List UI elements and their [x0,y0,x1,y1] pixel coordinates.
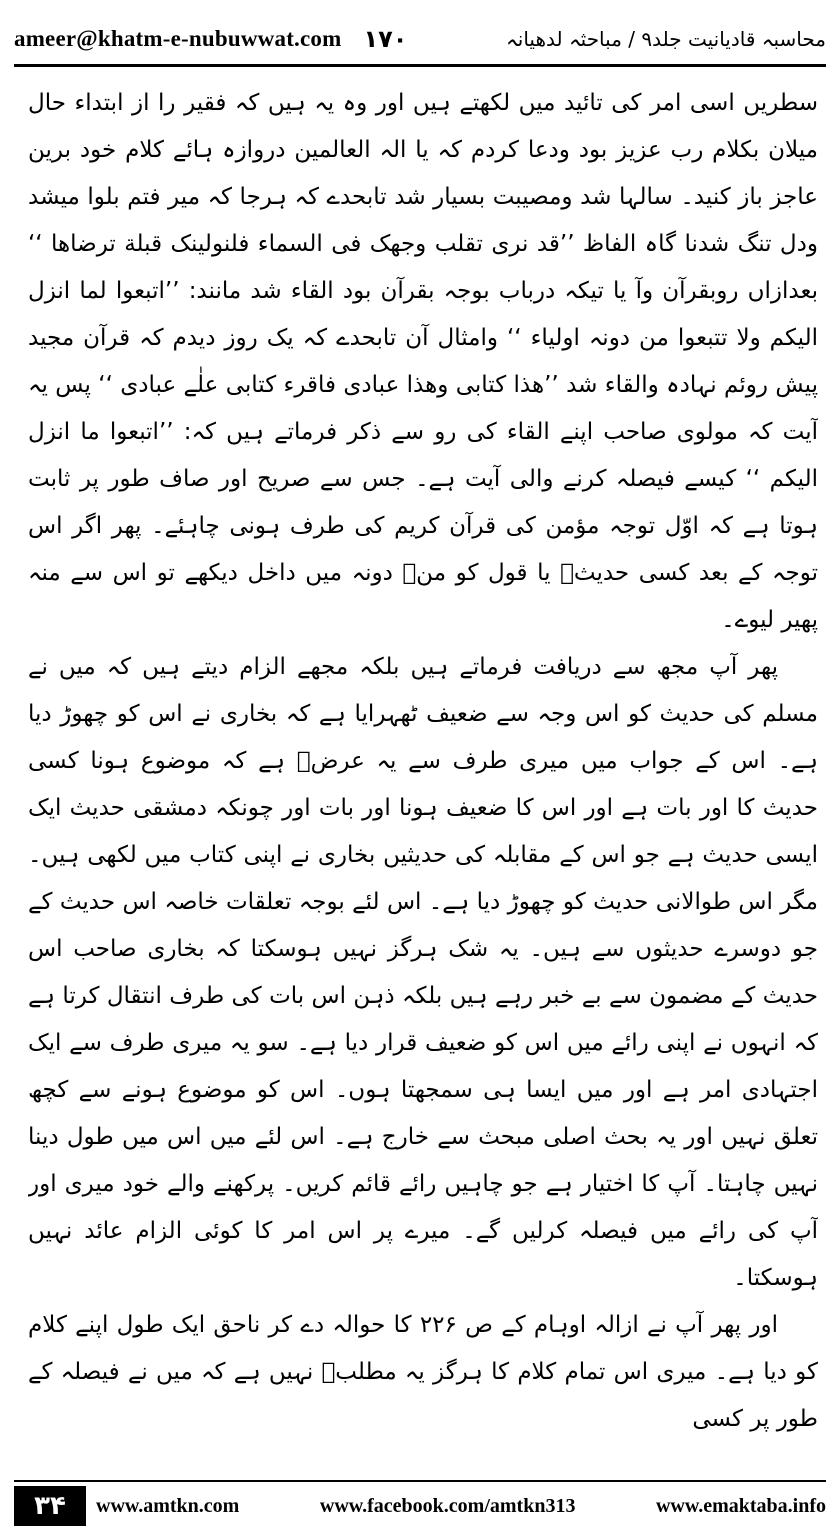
footer-link-facebook[interactable]: www.facebook.com/amtkn313 [319,1494,576,1517]
footer-page-number: ۳۴ [14,1486,86,1526]
footer-link-emaktaba[interactable]: www.emaktaba.info [655,1494,826,1517]
footer-links [96,1495,826,1518]
footer-link-website[interactable]: www.amtkn.com [96,1494,240,1517]
header-email: ameer@khatm-e-nubuwwat.com [14,26,342,51]
header-page-number: ۱۷۰ [363,25,408,53]
body-paragraph-3: اور پھر آپ نے ازالہ اوہام کے ص ۲۲۶ کا حوالہ دے کر ناحق ایک طول اپنے کلام کو دیا ہے۔ میری اس تمام کلام کا ہرگز یہ مطلبؒ نہیں ہے کہ میں نے فیصلہ کے طور پر کسی [28,1312,818,1432]
body-paragraph-1: سطریں اسی امر کی تائید میں لکھتے ہیں اور وہ یہ ہیں کہ فقیر را از ابتداء حال میلان بکلام رب عزیز بود ودعا کردم کہ یا الہ العالمین دروازہ ہائے کلام خود برین عاجز باز کنید۔ سالہا شد ومصیبت بسیار شد تابحدے کہ ہرجا کہ میر فتم بلوا میشد ودل تنگ شدنا گاہ الفاظ ’’قد نری تقلب وجھک فی السماء فلنولینک قبلة ترضاھا ‘‘ بعدازاں روبقرآن وآ یا تیکہ درباب بوجہ بقرآن بود القاء شد مانند: ’’اتبعوا لما انزل الیکم ولا تتبعوا من دونہ اولیاء ‘‘ وامثال آن تابحدے کہ یک روز دیدم کہ قرآن مجید پیش روئم نہادہ والقاء شد ’’ھذا کتابی وھذا عبادی فاقرء کتابی علٰے عبادی ‘‘ پس یہ آیت کہ مولوی صاحب اپنے القاء کی رو سے ذکر فرماتے ہیں کہ: ’’اتبعوا ما انزل الیکم ‘‘ کیسے فیصلہ کرنے والی آیت ہے۔ جس سے صریح اور صاف طور پر ثابت ہوتا ہے کہ اوّل توجہ مؤمن کی قرآن کریم کی طرف ہونی چاہئے۔ پھر اگر اس توجہ کے بعد کسی حدیثؒ یا قول کو منؒ دونہ میں داخل دیکھے تو اس سے منہ پھیر لیوے۔ [28,90,818,633]
page-footer [14,1480,826,1530]
body-paragraph-2: پھر آپ مجھ سے دریافت فرماتے ہیں بلکہ مجھے الزام دیتے ہیں کہ میں نے مسلم کی حدیث کو اس وجہ سے ضعیف ٹھہرایا ہے کہ بخاری نے اس کو چھوڑ دیا ہے۔ اس کے جواب میں میری طرف سے یہ عرضؒ ہے کہ موضوع ہونا کسی حدیث کا اور بات ہے اور اس کا ضعیف ہونا اور بات اور چونکہ دمشقی حدیث ایک ایسی حدیث ہے جو اس کے مقابلہ کی حدیثیں بخاری نے اپنی کتاب میں لکھی ہیں۔ مگر اس طوالانی حدیث کو چھوڑ دیا ہے۔ اس لئے بوجہ تعلقات خاصہ اس حدیث کے جو دوسرے حدیثوں سے ہیں۔ یہ شک ہرگز نہیں ہوسکتا کہ بخاری صاحب اس حدیث کے مضمون سے بے خبر رہے ہیں بلکہ ذہن اس بات کی طرف انتقال کرتا ہے کہ انہوں نے اپنی رائے میں اس کو ضعیف قرار دیا ہے۔ سو یہ میری طرف سے ایک اجتہادی امر ہے اور میں ایسا ہی سمجھتا ہوں۔ اس کو موضوع ہونے سے کچھ تعلق نہیں اور یہ بحث اصلی مبحث سے خارج ہے۔ اس لئے میں اس میں طول دینا نہیں چاہتا۔ آپ کا اختیار ہے جو چاہیں رائے قائم کریں۔ پرکھنے والے خود میری اور آپ کی رائے میں فیصلہ کرلیں گے۔ میرے پر اس امر کا کوئی الزام عائد نہیں ہوسکتا۔ [28,654,818,1291]
page-body [28,80,818,1465]
header-book-title: محاسبہ قادیانیت جلد۹ / مباحثہ لدھیانہ [506,27,826,51]
page-header [14,14,826,67]
header-left-group [14,25,407,53]
